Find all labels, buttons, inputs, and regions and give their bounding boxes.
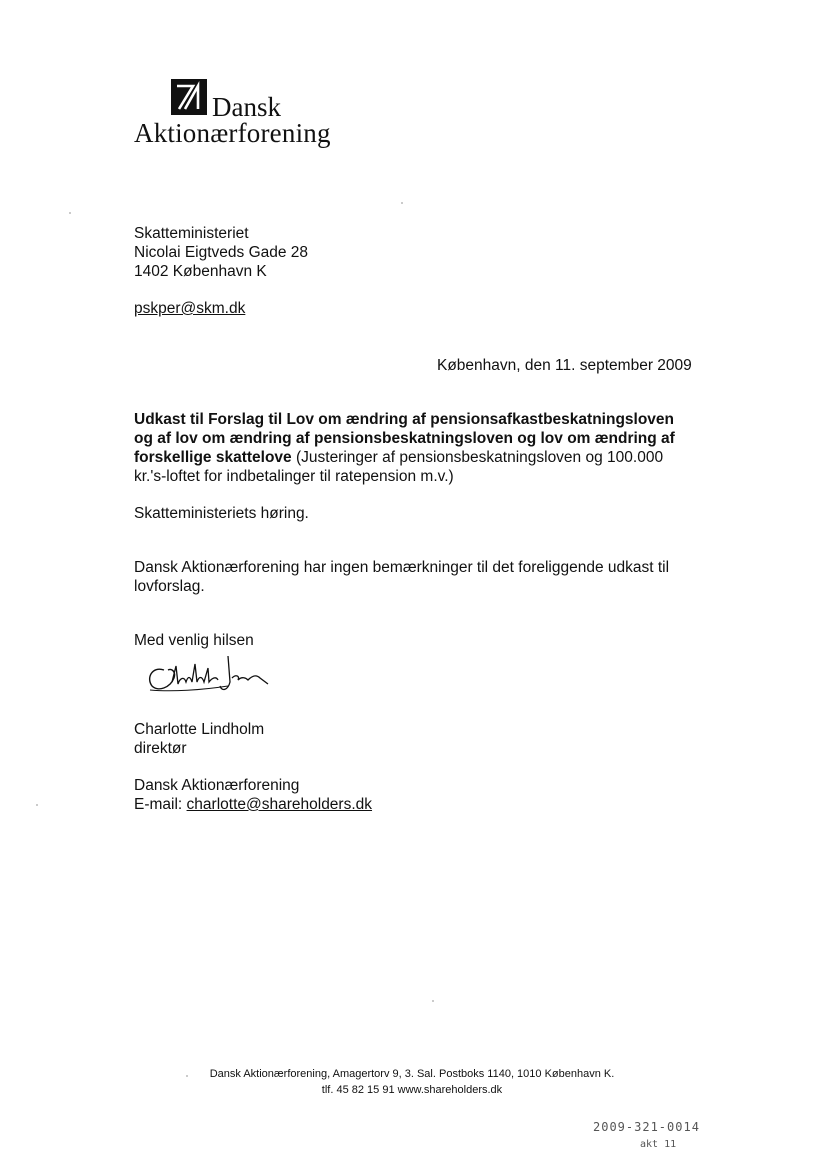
recipient-email-link[interactable]: pskper@skm.dk	[134, 300, 246, 317]
subject-line3-normal: (Justeringer af pensionsbeskatningsloven og 100.000	[291, 449, 664, 466]
signature-image	[142, 652, 278, 700]
footer-address: Dansk Aktionærforening, Amagertorv 9, 3. Sal. Postboks 1140, 1010 København K.	[209, 1068, 615, 1080]
body-line1: Dansk Aktionærforening har ingen bemærkninger til det foreliggende udkast til	[134, 559, 670, 576]
signer-org: Dansk Aktionærforening	[134, 777, 300, 794]
recipient-city: 1402 København K	[134, 263, 267, 280]
scan-speck	[36, 804, 38, 806]
scan-speck	[432, 1000, 434, 1002]
subject-line3	[134, 448, 663, 467]
handwritten-ref: 2009-321-0014	[593, 1120, 700, 1134]
recipient-name: Skatteministeriet	[134, 225, 249, 242]
scan-speck	[69, 212, 71, 214]
footer-contact: tlf. 45 82 15 91 www.shareholders.dk	[321, 1084, 503, 1096]
date-line: København, den 11. september 2009	[437, 357, 692, 374]
hearing-line: Skatteministeriets høring.	[134, 505, 309, 522]
scan-speck	[401, 202, 403, 204]
logo-mark-icon	[171, 79, 207, 115]
subject-line2: og af lov om ændring af pensionsbeskatningsloven og lov om ændring af	[134, 430, 675, 447]
handwritten-note: akt 11	[640, 1139, 677, 1150]
logo-text-line2: Aktionærforening	[134, 118, 331, 148]
subject-line1: Udkast til Forslag til Lov om ændring af pensionsafkastbeskatningsloven	[134, 411, 675, 428]
recipient-street: Nicolai Eigtveds Gade 28	[134, 244, 309, 261]
signer-title: direktør	[134, 740, 187, 757]
closing: Med venlig hilsen	[134, 632, 254, 649]
scan-speck	[186, 1075, 188, 1077]
logo-text-line1: Dansk	[212, 92, 281, 122]
subject-line4: kr.'s-loftet for indbetalinger til ratepension m.v.)	[134, 468, 454, 485]
signer-email-row	[134, 795, 372, 814]
subject-line3-bold: forskellige skattelove	[134, 449, 292, 466]
signer-email-label: E-mail:	[134, 796, 187, 813]
signer-email-link[interactable]: charlotte@shareholders.dk	[186, 796, 373, 813]
signer-name: Charlotte Lindholm	[134, 721, 265, 738]
body-line2: lovforslag.	[134, 578, 205, 595]
